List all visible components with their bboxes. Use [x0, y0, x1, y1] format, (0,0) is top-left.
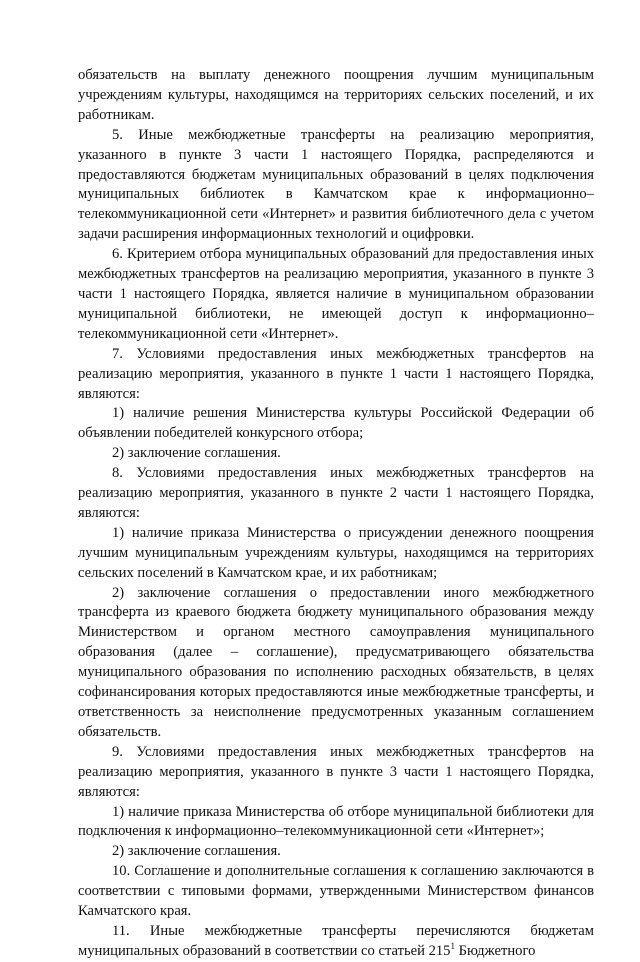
paragraph-item-11	[78, 922, 594, 962]
paragraph-item-5: 5. Иные межбюджетные трансферты на реализацию мероприятия, указанного в пункте 3 части 1 настоящего Порядка, распределяются и предоставляются бюджетам муниципальных образований в целях подключения муниципальных библиотек в Камчатском крае к информационно–телекоммуникационной сети «Интернет» и развития библиотечного дела с учетом задачи расширения информационных технологий и оцифровки.	[78, 126, 594, 243]
paragraph-item-9-1: 1) наличие приказа Министерства об отборе муниципальной библиотеки для подключения к информационно–телекоммуникационной сети «Интернет»;	[78, 803, 594, 840]
paragraph-item-7-1: 1) наличие решения Министерства культуры Российской Федерации об объявлении победителей конкурсного отбора;	[78, 405, 594, 442]
paragraph-item-10: 10. Соглашение и дополнительные соглашения к соглашению заключаются в соответствии с типовыми формами, утвержденными Министерством финансов Камчатского края.	[78, 863, 594, 920]
paragraph-item-11-tail: Бюджетного	[454, 942, 536, 959]
article-superscript: 1	[450, 941, 455, 952]
paragraph-item-9: 9. Условиями предоставления иных межбюджетных трансфертов на реализацию мероприятия, указанного в пункте 3 части 1 настоящего Порядка, являются:	[78, 743, 594, 800]
document-page	[78, 66, 594, 962]
paragraph-continuation: обязательств на выплату денежного поощрения лучшим муниципальным учреждениям культуры, находящимся на территориях сельских поселений, и их работникам.	[78, 67, 594, 123]
paragraph-item-8-1: 1) наличие приказа Министерства о присуждении денежного поощрения лучшим муниципальным учреждениям культуры, находящимся на территориях сельских поселений в Камчатском крае, и их работникам;	[78, 524, 594, 581]
paragraph-item-6: 6. Критерием отбора муниципальных образований для предоставления иных межбюджетных трансфертов на реализацию мероприятия, указанного в пункте 3 части 1 настоящего Порядка, является наличие в муниципальном образовании муниципальной библиотеки, не имеющей доступ к информационно–телекоммуникационной сети «Интернет».	[78, 246, 594, 342]
paragraph-item-9-2: 2) заключение соглашения.	[112, 843, 281, 860]
paragraph-item-7: 7. Условиями предоставления иных межбюджетных трансфертов на реализацию мероприятия, указанного в пункте 1 части 1 настоящего Порядка, являются:	[78, 345, 594, 402]
paragraph-item-8-2: 2) заключение соглашения о предоставлении иного межбюджетного трансферта из краевого бюджета бюджету муниципального образования между Министерством и органом местного самоуправления муниципального образования (далее – соглашение), предусматривающего обязательства муниципального образования по исполнению расходных обязательств, в целях софинансирования которых предоставляются иные межбюджетные трансферты, и ответственность за неисполнение предусмотренных указанным соглашением обязательств.	[78, 584, 594, 740]
paragraph-item-8: 8. Условиями предоставления иных межбюджетных трансфертов на реализацию мероприятия, указанного в пункте 2 части 1 настоящего Порядка, являются:	[78, 465, 594, 521]
paragraph-item-7-2: 2) заключение соглашения.	[112, 445, 281, 462]
paragraph-item-11-text: 11. Иные межбюджетные трансферты перечисляются бюджетам муниципальных образований в соответствии со статьей 215	[78, 922, 594, 959]
